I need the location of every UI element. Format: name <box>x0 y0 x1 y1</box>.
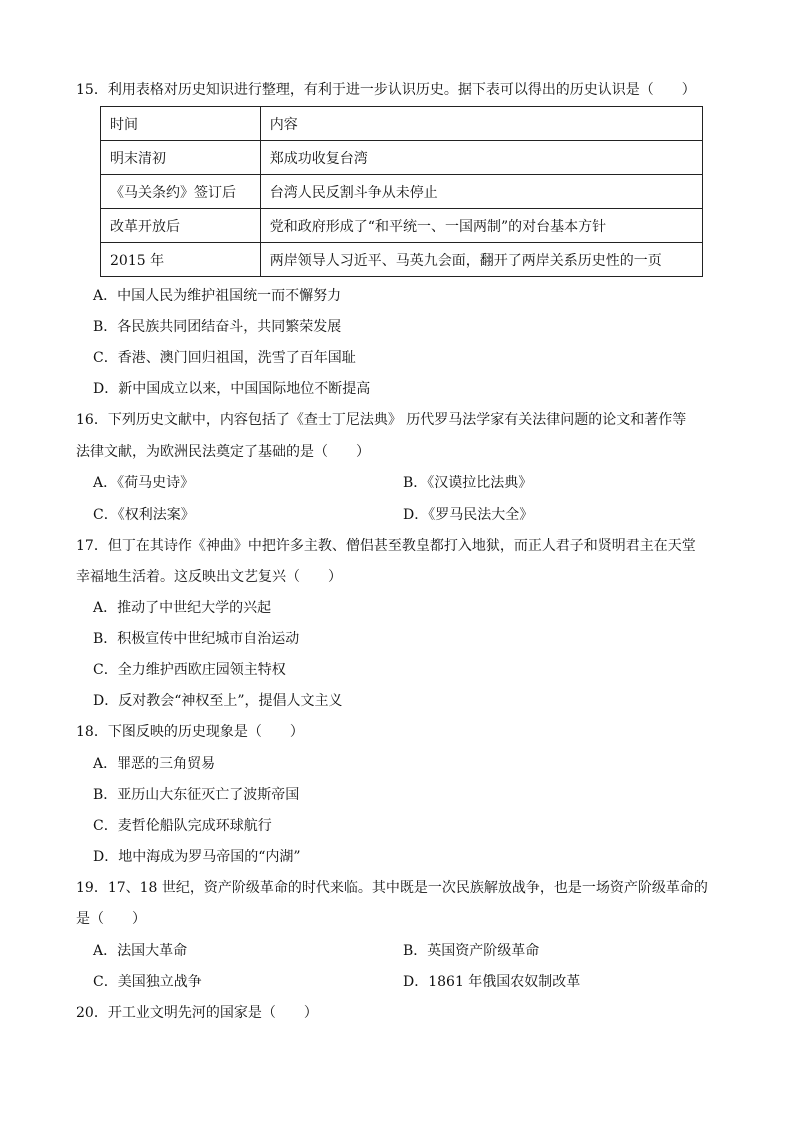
q19-option-a: A．法国大革命 <box>93 943 188 959</box>
table-cell-content: 台湾人民反割斗争从未停止 <box>260 175 702 209</box>
q16-option-a: A．《荷马史诗》 <box>93 475 195 491</box>
q18-stem: 18．下图反映的历史现象是（ ） <box>76 724 304 740</box>
q20-stem: 20．开工业文明先河的国家是（ ） <box>76 1005 318 1021</box>
q15-option-c: C．香港、澳门回归祖国，洗雪了百年国耻 <box>93 350 356 366</box>
q17-option-a: A．推动了中世纪大学的兴起 <box>93 600 272 616</box>
q15-stem: 15．利用表格对历史知识进行整理，有利于进一步认识历史。据下表可以得出的历史认识是（ ） <box>76 82 696 98</box>
table-header-row <box>101 107 703 141</box>
table-cell-time: 2015 年 <box>101 243 261 277</box>
q18-option-a: A．罪恶的三角贸易 <box>93 756 216 772</box>
q15-option-a: A．中国人民为维护祖国统一而不懈努力 <box>93 288 342 304</box>
q19-option-b: B．英国资产阶级革命 <box>403 943 540 959</box>
q16-option-c: C．《权利法案》 <box>93 507 195 523</box>
q16-stem-line2: 法律文献，为欧洲民法奠定了基础的是（ ） <box>76 444 370 460</box>
q19-stem-line2: 是（ ） <box>76 911 146 927</box>
table-header-time: 时间 <box>101 107 261 141</box>
table-cell-time: 《马关条约》签订后 <box>101 175 261 209</box>
table-row <box>101 209 703 243</box>
q19-option-d: D．1861 年俄国农奴制改革 <box>403 974 581 990</box>
table-cell-content: 党和政府形成了“和平统一、一国两制”的对台基本方针 <box>260 209 702 243</box>
table-cell-content: 郑成功收复台湾 <box>260 141 702 175</box>
q18-option-b: B．亚历山大东征灭亡了波斯帝国 <box>93 787 300 803</box>
q15-table <box>100 106 703 277</box>
q19-option-c: C．美国独立战争 <box>93 974 202 990</box>
table-header-content: 内容 <box>260 107 702 141</box>
q17-option-d: D．反对教会“神权至上”，提倡人文主义 <box>93 693 343 709</box>
q17-stem-line1: 17．但丁在其诗作《神曲》中把许多主教、僧侣甚至教皇都打入地狱，而正人君子和贤明君主在天堂 <box>76 538 696 554</box>
q18-option-c: C．麦哲伦船队完成环球航行 <box>93 818 272 834</box>
q16-option-d: D．《罗马民法大全》 <box>403 507 534 523</box>
table-cell-time: 改革开放后 <box>101 209 261 243</box>
q17-stem-line2: 幸福地生活着。这反映出文艺复兴（ ） <box>76 569 342 585</box>
q16-option-b: B．《汉谟拉比法典》 <box>403 475 533 491</box>
table-row <box>101 141 703 175</box>
q15-option-b: B．各民族共同团结奋斗，共同繁荣发展 <box>93 319 342 335</box>
q18-option-d: D．地中海成为罗马帝国的“内湖” <box>93 849 301 865</box>
table-cell-content: 两岸领导人习近平、马英九会面，翻开了两岸关系历史性的一页 <box>260 243 702 277</box>
q19-stem-line1: 19．17、18 世纪，资产阶级革命的时代来临。其中既是一次民族解放战争，也是一场资产阶级革命的 <box>76 880 708 896</box>
table-row <box>101 243 703 277</box>
q17-option-c: C．全力维护西欧庄园领主特权 <box>93 662 286 678</box>
q15-option-d: D．新中国成立以来，中国国际地位不断提高 <box>93 381 371 397</box>
q17-option-b: B．积极宣传中世纪城市自治运动 <box>93 631 300 647</box>
table-cell-time: 明末清初 <box>101 141 261 175</box>
table-row <box>101 175 703 209</box>
q16-stem-line1: 16．下列历史文献中，内容包括了《查士丁尼法典》 历代罗马法学家有关法律问题的论文和著作等 <box>76 412 687 428</box>
